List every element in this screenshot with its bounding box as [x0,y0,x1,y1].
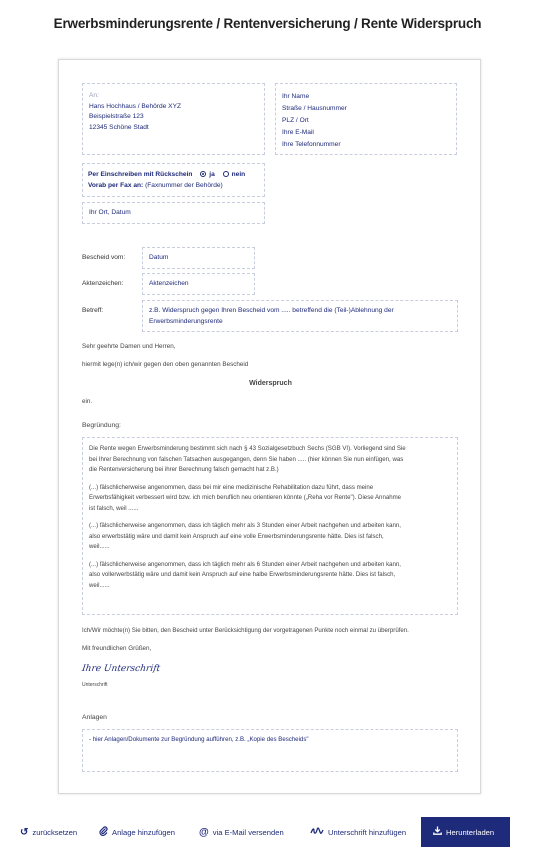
begruendung-label: Begründung: [82,422,121,429]
recipient-line: Hans Hochhaus / Behörde XYZ [89,102,181,110]
betreff-label: Betreff: [82,307,104,314]
reset-label: zurücksetzen [32,827,78,837]
radio-yes[interactable] [200,171,206,177]
delivery-field [82,163,265,197]
reason-paragraph: Die Rente wegen Erwerbsminderung bestimmt sich nach § 43 Sozialgesetzbuch Sechs (SGB VI). Vorliegend sind Sie bei Ihrer Berechnung von falschen Tatsachen ausgegangen, denn Sie haben ..... (hier können Sie nun einfügen, was die Rentenversicherung bei ihrer Berechnung falsch gemacht hat z.B.) [89,445,406,473]
recipient-field[interactable] [82,83,265,155]
sender-city: PLZ / Ort [282,117,309,124]
paperclip-icon [99,826,108,839]
salutation: Sehr geehrte Damen und Herren, [82,343,176,350]
undo-icon: ↺ [20,826,29,838]
aktenzeichen-label: Aktenzeichen: [82,280,124,287]
letter-document [58,59,481,794]
sender-street: Straße / Hausnummer [282,105,347,112]
signature[interactable]: Ihre Unterschrift [81,664,161,674]
bescheid-date-field[interactable] [142,247,255,269]
closing-text: Mit freundlichen Grüßen, [82,645,152,652]
radio-no-label: nein [231,171,246,178]
radio-no[interactable] [223,171,229,177]
reason-paragraph: (...) fälschlicherweise angenommen, dass bei mir eine medizinische Rehabilitation dazu führt, dass meine Erwerbsfähigkeit verbessert wird bzw. ich mich beruflich neu orientieren könnte („Reha vor Rente"). Diese Annahme ist falsch, weil ...... [89,483,402,512]
add-attachment-label: Anlage hinzufügen [112,827,175,837]
intro-text: hiermit lege(n) ich/wir gegen den oben genannten Bescheid [82,361,249,368]
anlagen-value: - hier Anlagen/Dokumente zur Begründung aufführen, z.B. „Kopie des Bescheids" [89,736,309,743]
reason-paragraph: (...) fälschlicherweise angenommen, dass ich täglich mehr als 6 Stunden einer Arbeit nachgehen und arbeiten kann, also vollerwerbstätig wäre und damit kein Anspruch auf eine halbe Erwerbsminderungsrente hätte. Dies ist falsch, weil...... [89,560,401,589]
place-date-field[interactable] [82,202,265,224]
recipient-to-label: An: [89,92,99,99]
bottom-toolbar [0,817,535,849]
begruendung-field[interactable] [82,437,458,615]
place-date-value: Ihr Ort, Datum [89,209,131,216]
registered-mail-label: Per Einschreiben mit Rückschein [88,171,193,178]
send-email-label: via E-Mail versenden [212,827,284,837]
download-button[interactable] [421,817,510,847]
anlagen-label: Anlagen [82,714,107,721]
widerspruch-heading: Widerspruch [249,380,292,387]
add-signature-button[interactable] [310,817,406,847]
request-text: Ich/Wir möchte(n) Sie bitten, den Bescheid unter Berücksichtigung der vorgetragenen Punkte noch einmal zu überprüfen. [82,627,409,634]
signature-caption: Unterschrift [82,682,108,688]
fax-input[interactable]: (Faxnummer der Behörde) [145,181,223,189]
download-icon [433,826,442,838]
recipient-line: 12345 Schöne Stadt [89,123,149,131]
reset-button[interactable] [20,817,77,847]
bescheid-date-value: Datum [149,254,169,261]
sender-field[interactable] [275,83,457,155]
aktenzeichen-value: Aktenzeichen [149,280,189,287]
recipient-line: Beispielstraße 123 [89,113,144,120]
send-email-button[interactable] [199,817,284,847]
radio-yes-label: ja [209,171,215,178]
sender-email: Ihre E-Mail [282,129,314,136]
at-icon: @ [199,826,209,838]
add-signature-label: Unterschrift hinzufügen [328,827,407,837]
sender-name: Ihr Name [282,93,310,100]
fax-label: Vorab per Fax an: [88,181,144,189]
bescheid-label: Bescheid vom: [82,254,126,261]
betreff-field[interactable] [142,300,458,332]
reason-paragraph: (...) fälschlicherweise angenommen, dass ich täglich mehr als 3 Stunden einer Arbeit nachgehen und arbeiten kann, also erwerbstätig wäre und damit kein Anspruch auf eine volle Erwerbsminderungsrente hätte. Dies ist falsch, weil...... [89,522,401,550]
sender-phone: Ihre Telefonnummer [282,141,341,148]
download-label: Herunterladen [446,827,495,837]
betreff-line: z.B. Widerspruch gegen Ihren Bescheid vom ..... betreffend die (Teil-)Ablehnung der [149,307,394,314]
betreff-line: Erwerbsminderungsrente [149,317,223,325]
aktenzeichen-field[interactable] [142,273,255,295]
page-title: Erwerbsminderungsrente / Rentenversicherung / Rente Widerspruch [53,16,482,31]
anlagen-field[interactable] [82,729,458,772]
add-attachment-button[interactable] [99,817,175,847]
ein-text: ein. [82,398,93,405]
signature-icon [310,827,324,838]
